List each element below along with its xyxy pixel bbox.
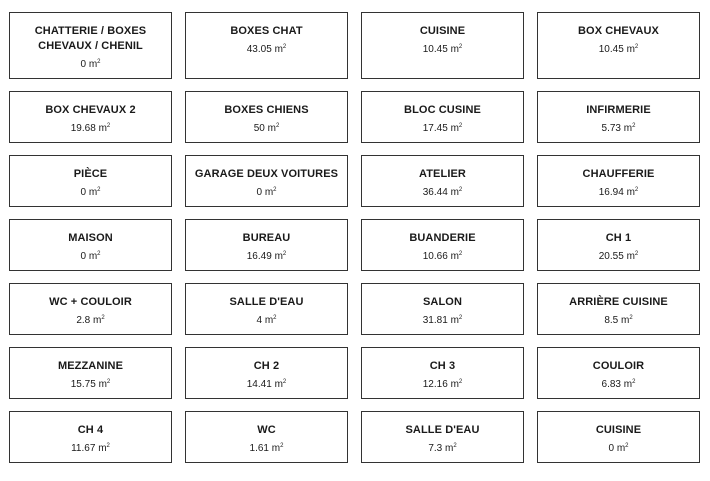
area-unit: m [626, 187, 635, 198]
room-area-value: 50 [253, 123, 265, 134]
room-card[interactable] [361, 155, 524, 207]
area-unit: m [623, 123, 633, 134]
area-unit: m [88, 187, 98, 198]
room-area-value: 10.45 [422, 44, 448, 55]
area-unit-exponent: 2 [634, 251, 639, 257]
area-unit-exponent: 2 [632, 123, 636, 129]
room-area-value: 31.81 [422, 315, 448, 326]
room-name: ARRIÈRE CUISINE [569, 296, 668, 308]
room-area-value: 16.94 [598, 187, 624, 198]
room-area [599, 247, 639, 264]
area-unit: m [267, 123, 276, 134]
room-area [602, 375, 636, 392]
room-area-value: 2.8 [76, 315, 91, 326]
area-unit: m [626, 251, 635, 262]
room-name: MEZZANINE [57, 360, 124, 372]
room-card[interactable] [9, 347, 172, 399]
area-unit: m [88, 59, 98, 70]
room-name: BUANDERIE [409, 232, 476, 244]
area-unit-exponent: 2 [273, 187, 277, 193]
area-unit: m [450, 187, 459, 198]
room-area [71, 375, 111, 392]
area-unit: m [623, 379, 633, 390]
room-area [71, 439, 110, 456]
room-card[interactable] [537, 91, 700, 143]
room-card[interactable] [9, 155, 172, 207]
room-area-value: 14.41 [246, 379, 272, 390]
room-name: CHAUFFERIE [582, 168, 655, 180]
area-unit-exponent: 2 [282, 379, 287, 385]
room-area-value: 36.44 [422, 187, 448, 198]
room-card[interactable] [9, 411, 172, 463]
room-area [80, 55, 100, 72]
room-area [423, 119, 463, 136]
room-card[interactable] [361, 411, 524, 463]
area-unit-exponent: 2 [106, 443, 110, 449]
room-area-value: 0 [80, 59, 87, 70]
area-unit-exponent: 2 [634, 187, 639, 193]
room-area-value: 0 [80, 187, 87, 198]
area-unit-exponent: 2 [97, 251, 101, 257]
area-unit: m [450, 44, 459, 55]
area-unit: m [616, 443, 626, 454]
room-card[interactable] [9, 12, 172, 79]
area-unit-exponent: 2 [106, 123, 111, 129]
room-name: PIÈCE [73, 168, 108, 180]
room-card[interactable] [361, 283, 524, 335]
room-card[interactable] [185, 12, 348, 79]
area-unit: m [626, 44, 635, 55]
room-card[interactable] [185, 155, 348, 207]
room-area [608, 439, 628, 456]
area-unit: m [264, 187, 274, 198]
room-area [604, 311, 632, 328]
room-card[interactable] [537, 219, 700, 271]
room-area [250, 439, 284, 456]
area-unit-exponent: 2 [458, 123, 463, 129]
room-name: BUREAU [242, 232, 291, 244]
room-name: COULOIR [592, 360, 645, 372]
room-name: WC [257, 424, 276, 436]
room-grid [9, 12, 701, 463]
area-unit: m [621, 315, 630, 326]
room-area [256, 183, 276, 200]
room-area [602, 119, 636, 136]
room-area-value: 0 [80, 251, 87, 262]
room-area-value: 16.49 [246, 251, 272, 262]
room-area-value: 7.3 [428, 443, 443, 454]
room-name: WC + COULOIR [49, 296, 132, 308]
room-card[interactable] [361, 219, 524, 271]
room-area-value: 10.45 [598, 44, 624, 55]
area-unit: m [274, 379, 283, 390]
room-area-value: 11.67 [71, 443, 96, 454]
area-unit-exponent: 2 [625, 443, 629, 449]
room-name: MAISON [68, 232, 113, 244]
area-unit-exponent: 2 [629, 315, 633, 321]
room-area [423, 40, 463, 57]
room-card[interactable] [537, 411, 700, 463]
room-name: CH 1 [605, 232, 632, 244]
room-area-value: 20.55 [598, 251, 624, 262]
room-area [80, 183, 100, 200]
room-card[interactable] [9, 283, 172, 335]
room-area [599, 183, 639, 200]
room-area [599, 40, 639, 57]
area-unit: m [88, 251, 98, 262]
area-unit-exponent: 2 [97, 59, 101, 65]
room-name: BOX CHEVAUX [578, 25, 659, 37]
room-card[interactable] [537, 347, 700, 399]
area-unit: m [274, 44, 283, 55]
room-name: CUISINE [595, 424, 642, 436]
area-unit-exponent: 2 [273, 315, 277, 321]
room-name: GARAGE DEUX VOITURES [194, 168, 339, 180]
room-area-value: 10.66 [422, 251, 448, 262]
room-name: INFIRMERIE [586, 104, 651, 116]
area-unit-exponent: 2 [280, 443, 284, 449]
room-area-value: 19.68 [70, 123, 96, 134]
area-unit-exponent: 2 [275, 123, 280, 129]
room-area-value: 5.73 [601, 123, 621, 134]
room-area [71, 119, 111, 136]
room-area [423, 247, 463, 264]
room-card[interactable] [185, 347, 348, 399]
room-card[interactable] [9, 91, 172, 143]
room-name: SALLE D'EAU [405, 424, 480, 436]
room-name: SALLE D'EAU [229, 296, 304, 308]
room-area [76, 311, 104, 328]
area-unit-exponent: 2 [282, 44, 287, 50]
room-name: CUISINE [419, 25, 466, 37]
room-area-value: 6.83 [601, 379, 621, 390]
area-unit-exponent: 2 [634, 44, 639, 50]
room-name: CH 4 [77, 424, 104, 436]
area-unit-exponent: 2 [282, 251, 287, 257]
room-card[interactable] [537, 283, 700, 335]
room-card[interactable] [361, 347, 524, 399]
area-unit: m [445, 443, 454, 454]
room-area [247, 375, 287, 392]
area-unit-exponent: 2 [458, 251, 463, 257]
room-card[interactable] [185, 411, 348, 463]
area-unit-exponent: 2 [632, 379, 636, 385]
room-name: ATELIER [419, 168, 466, 180]
area-unit: m [450, 315, 459, 326]
room-area-value: 8.5 [604, 315, 619, 326]
room-name: BLOC CUSINE [404, 104, 481, 116]
area-unit: m [98, 123, 107, 134]
room-card[interactable] [537, 155, 700, 207]
room-name: SALON [423, 296, 462, 308]
room-area-value: 0 [256, 187, 263, 198]
area-unit: m [450, 251, 459, 262]
room-area-value: 43.05 [246, 44, 272, 55]
area-unit-exponent: 2 [453, 443, 457, 449]
area-unit-exponent: 2 [458, 315, 463, 321]
area-unit: m [93, 315, 102, 326]
room-area-value: 12.16 [422, 379, 448, 390]
room-area [80, 247, 100, 264]
room-area [254, 119, 280, 136]
room-area [247, 40, 287, 57]
room-area [423, 311, 463, 328]
room-area-value: 1.61 [249, 443, 269, 454]
room-area-value: 15.75 [70, 379, 96, 390]
area-unit-exponent: 2 [458, 379, 463, 385]
area-unit: m [450, 379, 459, 390]
room-area-value: 4 [256, 315, 263, 326]
room-card[interactable] [185, 219, 348, 271]
area-unit: m [271, 443, 281, 454]
area-unit: m [98, 443, 107, 454]
area-unit-exponent: 2 [101, 315, 105, 321]
area-unit: m [274, 251, 283, 262]
room-name: BOXES CHIENS [224, 104, 309, 116]
room-name: BOX CHEVAUX 2 [45, 104, 136, 116]
room-name: CHATTERIE / BOXES CHEVAUX / CHENIL [34, 25, 147, 52]
room-card[interactable] [9, 219, 172, 271]
room-card[interactable] [185, 283, 348, 335]
room-name: BOXES CHAT [230, 25, 303, 37]
room-card[interactable] [537, 12, 700, 79]
room-card[interactable] [361, 91, 524, 143]
room-area [428, 439, 456, 456]
room-area [423, 375, 463, 392]
room-card[interactable] [361, 12, 524, 79]
area-unit-exponent: 2 [106, 379, 111, 385]
area-unit-exponent: 2 [97, 187, 101, 193]
area-unit-exponent: 2 [458, 187, 463, 193]
area-unit: m [450, 123, 459, 134]
room-area-value: 17.45 [422, 123, 448, 134]
room-name: CH 2 [253, 360, 280, 372]
room-area-value: 0 [608, 443, 615, 454]
area-unit: m [264, 315, 274, 326]
area-unit: m [98, 379, 107, 390]
room-card[interactable] [185, 91, 348, 143]
room-area [256, 311, 276, 328]
room-area [423, 183, 463, 200]
room-area [247, 247, 287, 264]
area-unit-exponent: 2 [458, 44, 463, 50]
room-name: CH 3 [429, 360, 456, 372]
